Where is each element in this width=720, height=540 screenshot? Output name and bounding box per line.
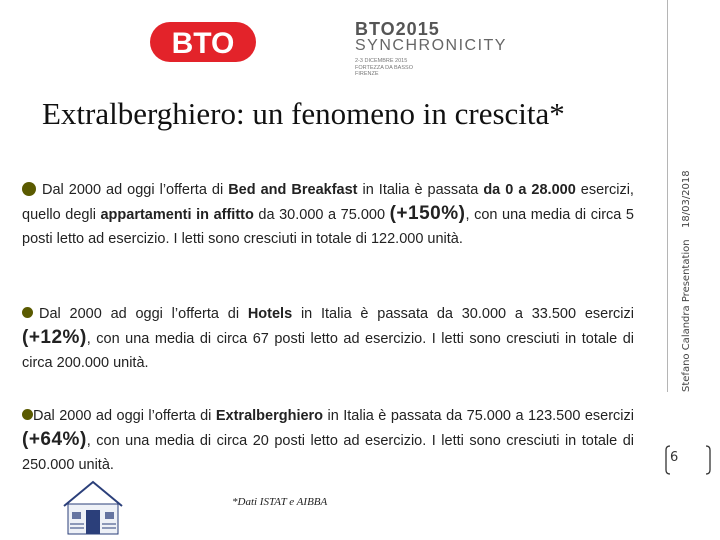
bullet-highlight: Hotels: [247, 306, 293, 322]
logo-event-details: [355, 58, 435, 78]
logo-event-venue: FORTEZZA DA BASSO: [355, 64, 413, 71]
svg-text:BTO: BTO: [171, 27, 235, 60]
bullet-dot-icon: [22, 409, 33, 420]
logo-event-city: FIRENZE: [355, 71, 379, 77]
logo-event-date: 2-3 DICEMBRE 2015: [355, 58, 408, 64]
presenter-name: Stefano Calandra Presentation: [681, 239, 692, 392]
slide-title: Extralberghiero: un fenomeno in crescita*: [42, 96, 565, 131]
bullet-text: Dal 2000 ad oggi l’offerta di: [42, 182, 229, 198]
source-note: *Dati ISTAT e AIBBA: [232, 496, 328, 508]
bullet-text: in Italia è passata da 30.000 a 33.500 esercizi: [292, 306, 634, 322]
bullet-highlight: Bed and Breakfast: [228, 182, 358, 198]
bullet-percentage: (+150%): [389, 203, 466, 224]
bullet-highlight: appartamenti in affitto: [100, 207, 254, 223]
logo-sub-text: SYNCHRONICITY: [355, 37, 507, 54]
bullet-text: esercizi, quello degli: [22, 182, 634, 223]
bullet-text: in Italia è passata da 75.000 a 123.500 esercizi: [323, 408, 634, 424]
bto2015-logo: [148, 10, 528, 80]
bullet-percentage: (+12%): [22, 327, 87, 348]
bullet-text: , con una media di circa 5 posti letto ad esercizio. I letti sono cresciuti in totale di 122.000 unità.: [22, 207, 634, 247]
bullet-dot-icon: [22, 307, 33, 318]
bullet-text: Dal 2000 ad oggi l’offerta di: [33, 408, 216, 424]
bullet-highlight: da 0 a 28.000: [483, 182, 576, 198]
bullet-hotels: [22, 302, 634, 375]
bullet-text: , con una media di circa 67 posti letto ad esercizio. I letti sono cresciuti in totale di circa 200.000 unità.: [22, 331, 634, 371]
bullet-bed-and-breakfast: [22, 178, 634, 251]
bullet-text: , con una media di circa 20 posti letto ad esercizio. I letti sono cresciuti in totale di 250.000 unità.: [22, 433, 634, 473]
bullet-highlight: Extralberghiero: [215, 408, 324, 424]
bullet-text: in Italia è passata: [357, 182, 484, 198]
bullet-dot-icon: [22, 182, 36, 196]
bullet-text: Dal 2000 ad oggi l’offerta di: [39, 306, 248, 322]
bullet-percentage: (+64%): [22, 429, 87, 450]
vertical-divider: [667, 0, 668, 392]
bullet-text: da 30.000 a 75.000: [253, 207, 390, 223]
bto-red-logo-icon: [148, 12, 258, 72]
page-number: 6: [670, 450, 679, 465]
bullet-extralberghiero: [22, 404, 634, 477]
slide-date: 18/03/2018: [681, 170, 692, 228]
association-logo-icon: [60, 478, 126, 536]
logo-text: [355, 20, 535, 78]
logo-main-text: BTO2015: [355, 19, 440, 39]
